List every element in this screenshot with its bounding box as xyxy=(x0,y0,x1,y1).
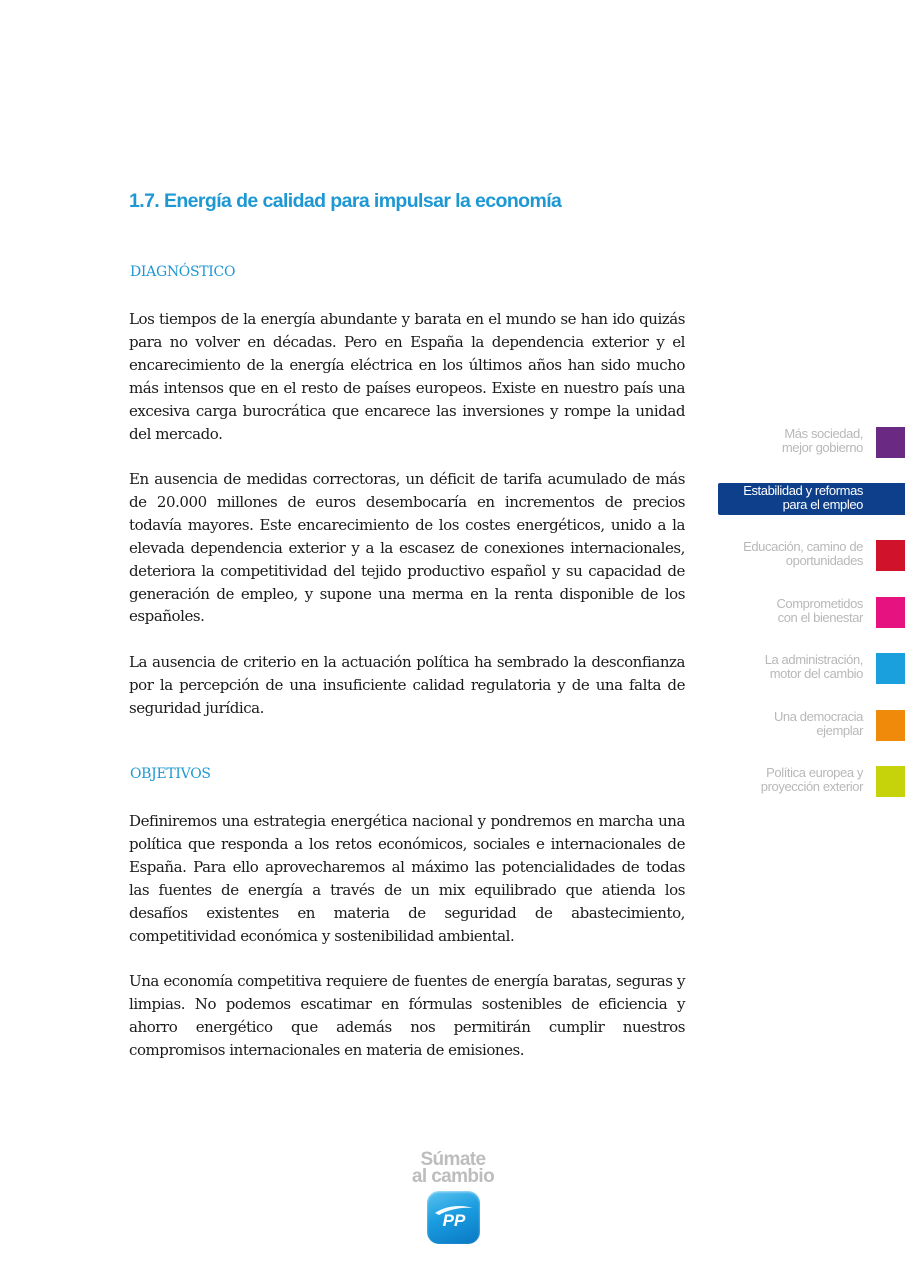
color-tab-pink xyxy=(876,597,905,628)
color-tab-lime xyxy=(876,766,905,797)
diagnostico-paragraph-3: La ausencia de criterio en la actuación política ha sembrado la desconfianza por la percepción de una insuficiente calidad regulatoria y de una falta de seguridad jurídica. xyxy=(129,653,685,717)
sidebar-item-label: Más sociedad, mejor gobierno xyxy=(781,426,863,455)
slogan-line-1: Súmate xyxy=(420,1149,486,1170)
sidebar-item-educacion[interactable] xyxy=(718,540,905,571)
diagnostico-paragraph-1: Los tiempos de la energía abundante y barata en el mundo se han ido quizás para no volver en décadas. Pero en España la dependencia exterior y el encarecimiento de la energía eléctrica en los últimos años han sido mucho más intensos que en el resto de países europeos. Existe en nuestro país una excesiva carga burocrática que encarece las inversiones y rompe la unidad del mercado. xyxy=(129,310,685,443)
gull-icon xyxy=(427,1191,480,1244)
sidebar-item-label: Comprometidos con el bienestar xyxy=(776,596,863,625)
color-tab-purple xyxy=(876,427,905,458)
section-title: 1.7. Energía de calidad para impulsar la economía xyxy=(129,190,562,212)
sidebar-item-label: Política europea y proyección exterior xyxy=(760,765,863,794)
color-tab-red xyxy=(876,540,905,571)
pp-logo xyxy=(427,1191,480,1244)
sidebar-item-label: La administración, motor del cambio xyxy=(764,652,863,681)
sidebar-item-estabilidad[interactable] xyxy=(718,483,905,515)
logo-text: PP xyxy=(442,1211,466,1230)
objetivos-heading: OBJETIVOS xyxy=(130,766,211,782)
sidebar-item-comprometidos[interactable] xyxy=(718,597,905,628)
sidebar-item-label: Estabilidad y reformas para el empleo xyxy=(743,483,863,512)
sidebar-item-mas-sociedad[interactable] xyxy=(718,427,905,458)
diagnostico-paragraph-2: En ausencia de medidas correctoras, un déficit de tarifa acumulado de más de 20.000 millones de euros desembocaría en incrementos de precios todavía mayores. Este encarecimiento de los costes energéticos, unido a la elevada dependencia exterior y a la escasez de conexiones internacionales, deteriora la competitividad del tejido productivo español y su capacidad de generación de empleo, y supone una merma en la renta disponible de los españoles. xyxy=(129,470,685,626)
color-tab-orange xyxy=(876,710,905,741)
sidebar-item-administracion[interactable] xyxy=(718,653,905,684)
objetivos-paragraph-1: Definiremos una estrategia energética nacional y pondremos en marcha una política que responda a los retos económicos, sociales e internacionales de España. Para ello aprovecharemos al máximo las potencialidades de todas las fuentes de energía a través de un mix equilibrado que atienda los desafíos existentes en materia de seguridad de abastecimiento, competitividad económica y sostenibilidad ambiental. xyxy=(129,812,685,945)
color-tab-blue xyxy=(876,653,905,684)
slogan-line-2: al cambio xyxy=(411,1166,495,1187)
sidebar-item-label: Una democracia ejemplar xyxy=(773,709,863,738)
sidebar-item-label: Educación, camino de oportunidades xyxy=(743,539,863,568)
sidebar-item-democracia[interactable] xyxy=(718,710,905,741)
objetivos-paragraph-2: Una economía competitiva requiere de fuentes de energía baratas, seguras y limpias. No podemos escatimar en fórmulas sostenibles de eficiencia y ahorro energético que además nos permitirán cumplir nuestros compromisos internacionales en materia de emisiones. xyxy=(129,972,685,1059)
diagnostico-heading: DIAGNÓSTICO xyxy=(130,264,236,280)
sidebar-item-politica-europea[interactable] xyxy=(718,766,905,797)
